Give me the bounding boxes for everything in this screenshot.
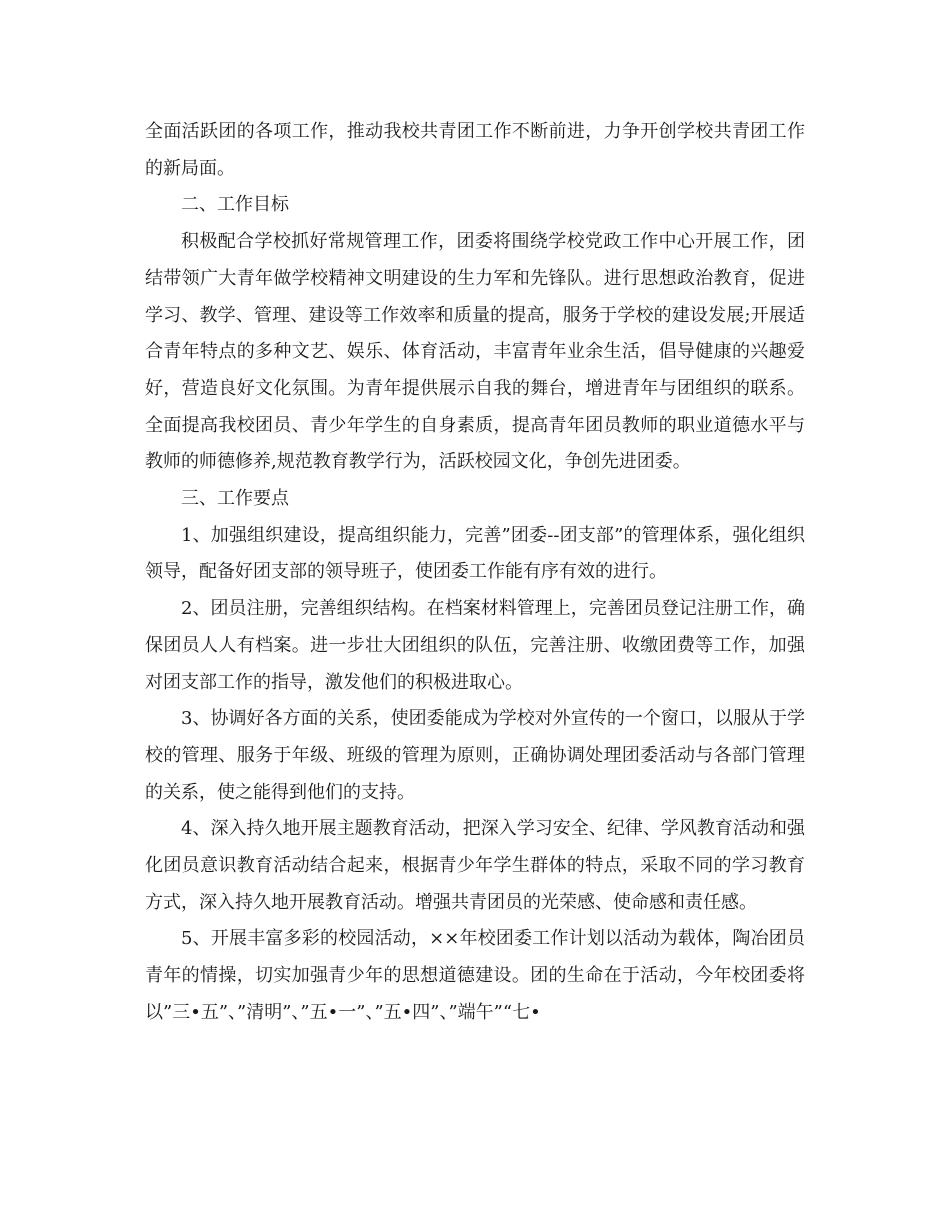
paragraph-point-1: 1、加强组织建设，提高组织能力，完善”团委--团支部”的管理体系，强化组织领导，配备好团支部的领导班子，使团委工作能有序有效的进行。 <box>145 524 805 583</box>
paragraph-point-4: 4、深入持久地开展主题教育活动，把深入学习安全、纪律、学风教育活动和强化团员意识教育活动结合起来，根据青少年学生群体的特点，采取不同的学习教育方式，深入持久地开展教育活动。增强共青团员的光荣感、使命感和责任感。 <box>145 818 805 913</box>
document-body <box>145 114 805 1032</box>
paragraph-point-2: 2、团员注册，完善组织结构。在档案材料管理上，完善团员登记注册工作，确保团员人人有档案。进一步壮大团组织的队伍，完善注册、收缴团费等工作，加强对团支部工作的指导，激发他们的积极进取心。 <box>145 598 805 693</box>
paragraph-intro: 全面活跃团的各项工作，推动我校共青团工作不断前进，力争开创学校共青团工作的新局面。 <box>145 121 805 179</box>
section-heading-goals: 二、工作目标 <box>181 194 289 216</box>
paragraph-point-5: 5、开展丰富多彩的校园活动，××年校团委工作计划以活动为载体，陶冶团员青年的情操，切实加强青少年的思想道德建设。团的生命在于活动，今年校团委将以”三•五”、”清明”、”五•一”、”五•四”、”端午”“七• <box>145 928 805 1023</box>
section-heading-key-points: 三、工作要点 <box>181 488 289 510</box>
paragraph-point-3: 3、协调好各方面的关系，使团委能成为学校对外宣传的一个窗口，以服从于学校的管理、服务于年级、班级的管理为原则，正确协调处理团委活动与各部门管理的关系，使之能得到他们的支持。 <box>145 708 805 803</box>
paragraph-goals: 积极配合学校抓好常规管理工作，团委将围绕学校党政工作中心开展工作，团结带领广大青年做学校精神文明建设的生力军和先锋队。进行思想政治教育，促进学习、教学、管理、建设等工作效率和质量的提高，服务于学校的建设发展;开展适合青年特点的多种文艺、娱乐、体育活动，丰富青年业余生活，倡导健康的兴趣爱好，营造良好文化氛围。为青年提供展示自我的舞台，增进青年与团组织的联系。全面提高我校团员、青少年学生的自身素质，提高青年团员教师的职业道德水平与教师的师德修养,规范教育教学行为，活跃校园文化，争创先进团委。 <box>145 231 805 473</box>
